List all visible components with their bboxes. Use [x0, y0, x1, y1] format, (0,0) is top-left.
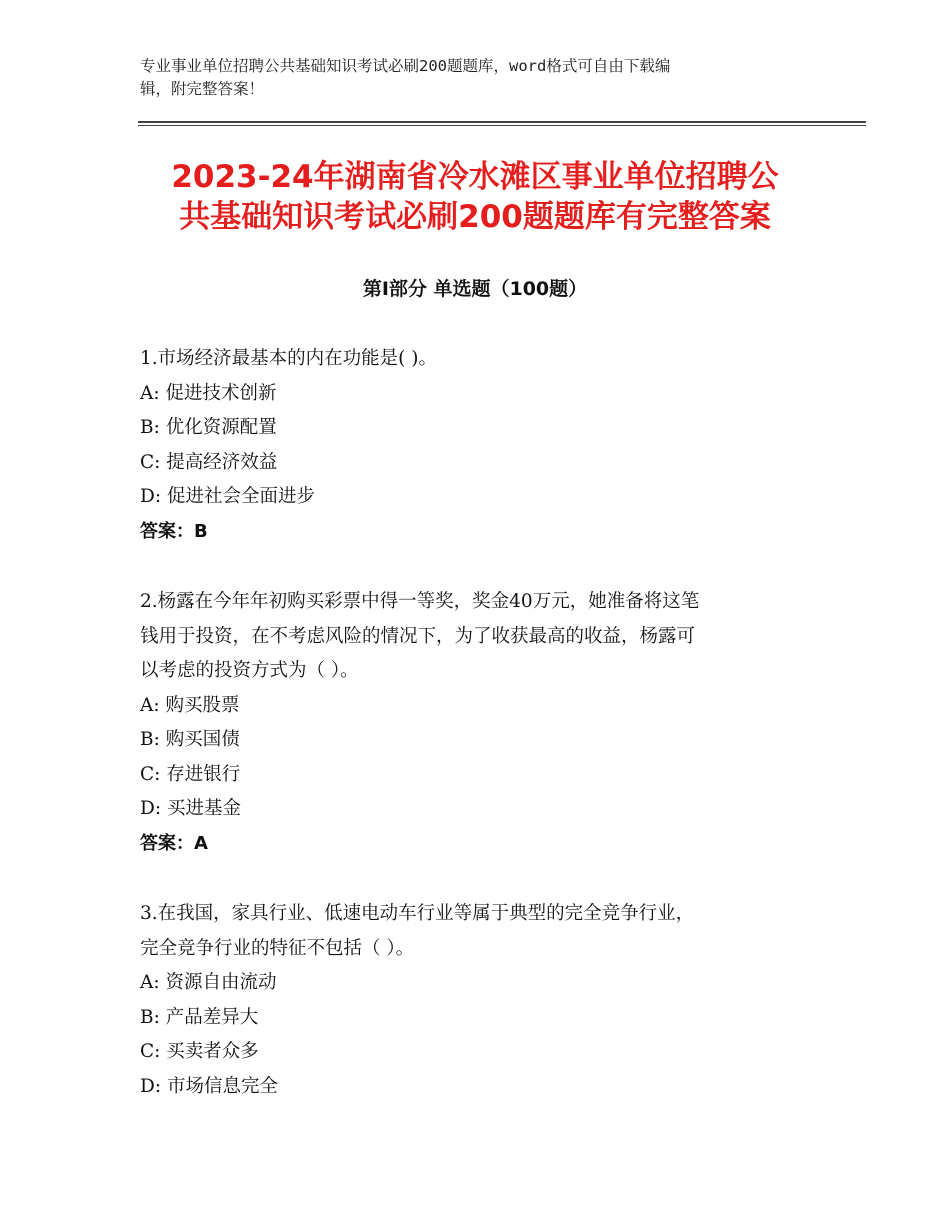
question-stem-line-1: 2.杨露在今年年初购买彩票中得一等奖，奖金40万元，她准备将这笔	[140, 591, 700, 612]
answer: 答案：A	[140, 832, 208, 854]
option-b: B: 产品差异大	[140, 1006, 259, 1028]
header-note-line-1: 专业事业单位招聘公共基础知识考试必刷200题题库，word格式可自由下载编	[140, 57, 671, 75]
question-3	[140, 897, 820, 1104]
option-a: A: 资源自由流动	[140, 972, 277, 993]
section-heading: 第I部分 单选题（100题）	[362, 278, 588, 300]
question-1	[140, 342, 820, 549]
option-d: D: 买进基金	[140, 798, 241, 819]
header-note-line-2: 辑，附完整答案！	[140, 80, 265, 98]
option-c: C: 买卖者众多	[140, 1041, 259, 1062]
question-stem-line-2: 钱用于投资，在不考虑风险的情况下，为了收获最高的收益，杨露可	[140, 625, 696, 647]
option-a: A: 促进技术创新	[140, 382, 277, 404]
question-stem-line-3: 以考虑的投资方式为（ ）。	[140, 660, 359, 681]
question-list	[140, 342, 820, 1140]
question-2	[140, 585, 820, 861]
document-title-line-2: 共基础知识考试必刷200题题库有完整答案	[179, 199, 771, 235]
option-b: B: 购买国债	[140, 729, 240, 750]
header-note	[140, 55, 790, 101]
question-stem-line-1: 3.在我国，家具行业、低速电动车行业等属于典型的完全竞争行业，	[140, 903, 695, 924]
option-b: B: 优化资源配置	[140, 417, 277, 438]
header-divider-thin	[138, 125, 866, 126]
option-c: C: 提高经济效益	[140, 451, 278, 473]
question-stem: 1.市场经济最基本的内在功能是( )。	[140, 348, 437, 369]
document-title	[100, 157, 850, 237]
answer: 答案：B	[140, 520, 208, 542]
question-stem-line-2: 完全竞争行业的特征不包括（ ）。	[140, 937, 415, 959]
option-d: D: 促进社会全面进步	[140, 486, 315, 507]
option-d: D: 市场信息完全	[140, 1075, 278, 1097]
option-c: C: 存进银行	[140, 763, 241, 785]
header-divider	[138, 121, 866, 123]
document-title-line-1: 2023-24年湖南省冷水滩区事业单位招聘公	[171, 159, 779, 195]
option-a: A: 购买股票	[140, 694, 240, 716]
